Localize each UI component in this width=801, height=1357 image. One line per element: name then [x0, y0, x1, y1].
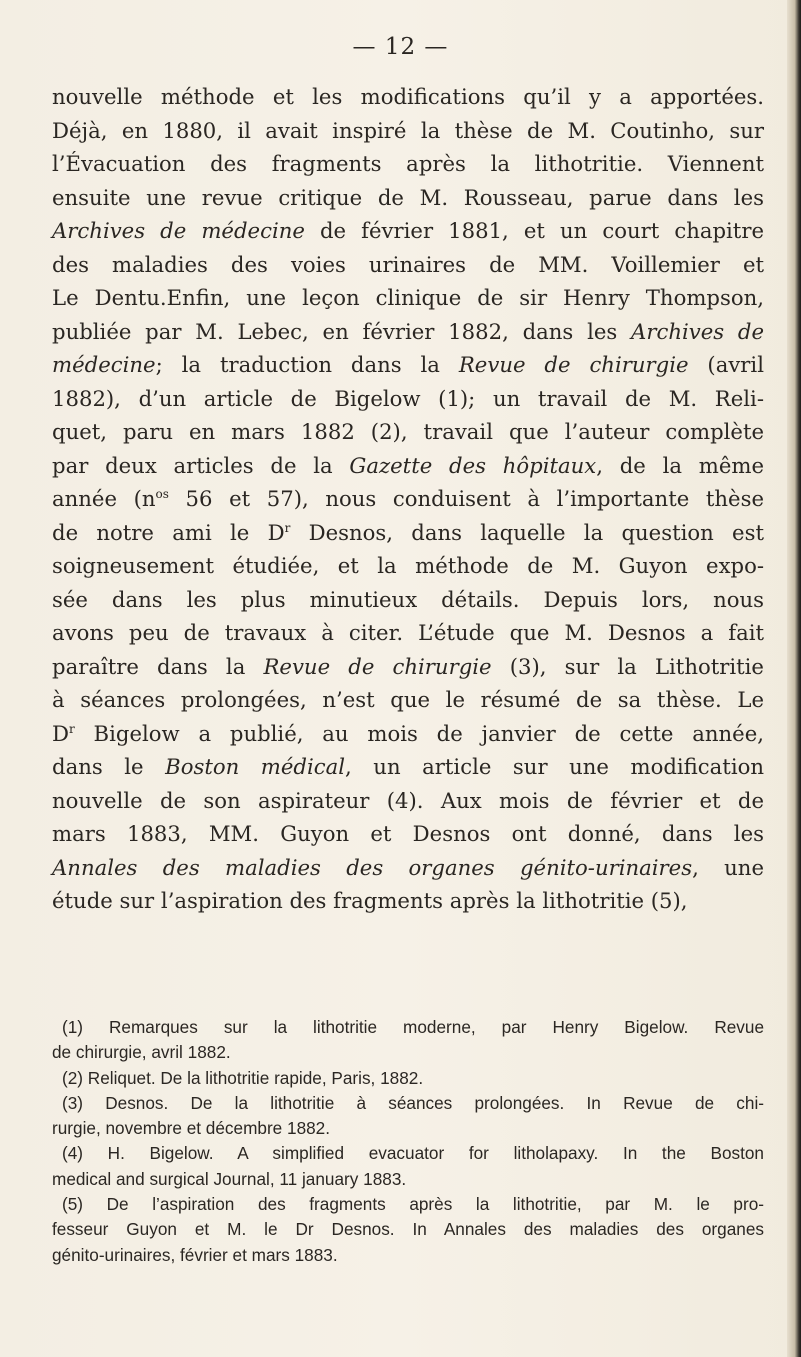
footnotes	[52, 1015, 764, 1268]
footnote-line: (5) De l’aspiration des fragments après la lithotritie, par M. le pro-	[62, 1194, 764, 1215]
text-run: Annales des maladies des organes génito-urinaires	[52, 854, 693, 880]
text-line	[52, 315, 764, 349]
text-run: par deux articles de la	[52, 452, 350, 478]
text-run: de notre ami le D	[52, 519, 285, 545]
text-run: Le Dentu.Enfin, une leçon clinique de sir Henry Thompson,	[52, 285, 764, 310]
footnote-line: (4) H. Bigelow. A simplified evacuator for litholapaxy. In the Boston	[62, 1143, 764, 1164]
text-line	[52, 817, 764, 851]
text-run: ; la traduction dans la	[155, 352, 459, 377]
text-run: des maladies des voies urinaires de MM. Voillemier et	[52, 251, 764, 277]
text-run: r	[284, 520, 291, 535]
text-line	[52, 80, 764, 114]
text-run: nouvelle méthode et les modifications qu’il y a apportées.	[52, 84, 764, 109]
text-line	[52, 583, 764, 617]
text-line	[52, 147, 764, 181]
text-run: Archives de	[631, 318, 764, 344]
text-run: avons peu de travaux à citer. L’étude que M. Desnos a fait	[52, 620, 764, 645]
text-line	[52, 382, 764, 416]
text-line	[52, 114, 764, 148]
text-run: (avril	[688, 352, 764, 377]
text-line	[52, 449, 764, 483]
text-run: soigneusement étudiée, et la méthode de M. Guyon expo-	[52, 553, 764, 578]
text-line	[52, 482, 764, 516]
text-run: Boston médical	[165, 754, 346, 779]
text-run: D	[52, 720, 69, 746]
text-run: Gazette des hôpitaux	[349, 452, 597, 478]
text-run: Déjà, en 1880, il avait inspiré la thèse de M. Coutinho, sur	[52, 117, 764, 143]
text-line	[52, 784, 764, 818]
text-run: de février 1881, et un court chapitre	[304, 218, 764, 243]
text-run: Revue de chirurgie	[458, 352, 689, 377]
text-run: Archives de médecine	[52, 218, 305, 243]
text-run: ensuite une revue critique de M. Rousseau, parue dans les	[52, 184, 764, 210]
footnote-line: (3) Desnos. De la lithotritie à séances prolongées. In Revue de chi-	[62, 1092, 764, 1113]
text-line	[52, 683, 764, 717]
main-text	[52, 80, 764, 918]
text-run: Desnos, dans laquelle la question est	[290, 519, 764, 545]
text-run: os	[155, 487, 169, 501]
text-run: quet, paru en mars 1882 (2), travail que l’auteur complète	[52, 419, 764, 444]
footnote-line: rurgie, novembre et décembre 1882.	[52, 1118, 331, 1139]
text-line	[52, 750, 764, 784]
text-line	[52, 248, 764, 282]
text-run: mars 1883, MM. Guyon et Desnos ont donné, dans les	[52, 821, 764, 846]
text-run: Bigelow a publié, au mois de janvier de cette année,	[74, 720, 764, 746]
text-run: l’Évacuation des fragments après la lithotritie. Viennent	[52, 151, 764, 176]
text-line	[52, 281, 764, 315]
text-run: année (n	[52, 486, 156, 511]
text-line	[52, 415, 764, 449]
text-run: , de la même	[596, 452, 764, 478]
text-run: sée dans les plus minutieux détails. Depuis lors, nous	[52, 586, 764, 612]
footnote-line: génito-urinaires, février et mars 1883.	[52, 1244, 338, 1265]
text-line	[52, 549, 764, 583]
text-run: , une	[692, 854, 764, 880]
text-run: paraître dans la	[52, 653, 264, 679]
text-run: (3), sur la Lithotritie	[491, 653, 764, 679]
text-run: , un article sur une modification	[345, 754, 765, 779]
footnote-line: (2) Reliquet. De la lithotritie rapide, Paris, 1882.	[62, 1067, 424, 1088]
footnote-line: medical and surgical Journal, 11 january 1883.	[52, 1168, 407, 1189]
text-line	[52, 851, 764, 885]
text-run: nouvelle de son aspirateur (4). Aux mois de février et de	[52, 787, 764, 813]
text-line	[52, 181, 764, 215]
page-number: — 12 —	[352, 34, 449, 60]
text-run: dans le	[52, 754, 166, 779]
text-run: 56 et 57), nous conduisent à l’importante thèse	[168, 486, 764, 511]
text-line	[52, 516, 764, 550]
footnote-line: fesseur Guyon et M. le Dr Desnos. In Annales des maladies des organes	[52, 1219, 764, 1240]
text-run: publiée par M. Lebec, en février 1882, dans les	[52, 318, 632, 344]
text-run: étude sur l’aspiration des fragments après la lithotritie (5),	[52, 888, 688, 913]
page-edge-shadow	[787, 0, 801, 1357]
text-line	[52, 884, 764, 918]
text-run: médecine	[52, 352, 156, 377]
text-line	[52, 616, 764, 650]
text-line	[52, 214, 764, 248]
text-run: 1882), d’un article de Bigelow (1); un travail de M. Reli-	[52, 385, 764, 411]
text-line	[52, 650, 764, 684]
text-run: r	[69, 721, 75, 736]
text-run: à séances prolongées, n’est que le résumé de sa thèse. Le	[52, 687, 764, 712]
footnote-line: (1) Remarques sur la lithotritie moderne, par Henry Bigelow. Revue	[62, 1017, 764, 1037]
text-line	[52, 348, 764, 382]
text-run: Revue de chirurgie	[263, 653, 492, 679]
footnote-line: de chirurgie, avril 1882.	[52, 1042, 231, 1063]
text-line	[52, 717, 764, 751]
